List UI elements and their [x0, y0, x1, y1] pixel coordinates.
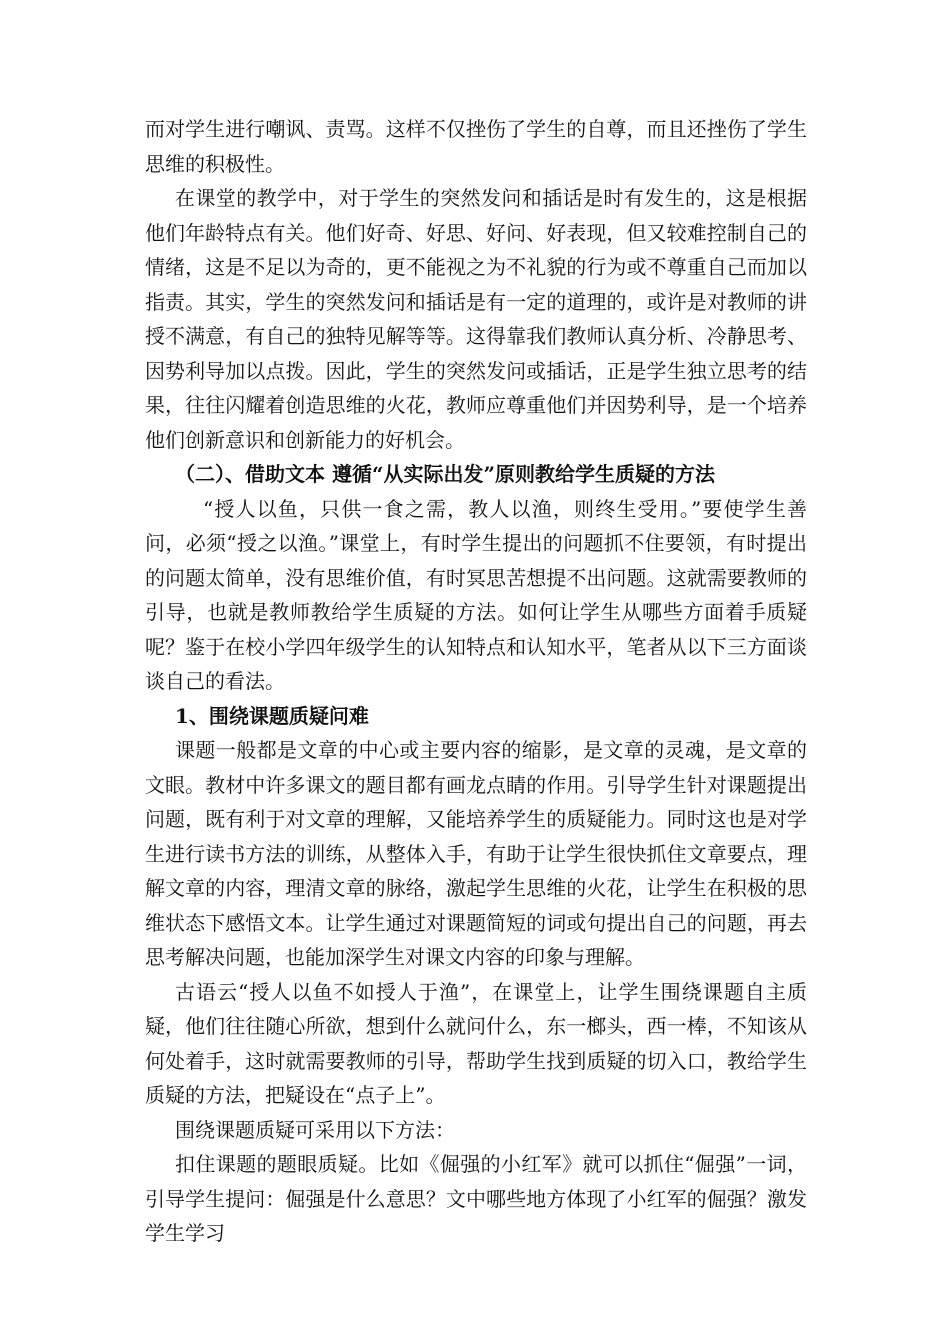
paragraph-2: 在课堂的教学中，对于学生的突然发问和插话是时有发生的，这是根据他们年龄特点有关。他们好奇、好思、好问、好表现，但又较难控制自己的情绪，这是不足以为奇的，更不能视之为不礼貌的行为或不尊重自己而加以指责。其实，学生的突然发问和插话是有一定的道理的，或许是对教师的讲授不满意，有自己的独特见解等等。这得靠我们教师认真分析、冷静思考、因势利导加以点拨。因此，学生的突然发问或插话，正是学生独立思考的结果，往往闪耀着创造思维的火花，教师应尊重他们并因势利导，是一个培养他们创新意识和创新能力的好机会。	[145, 186, 807, 452]
document-page	[145, 112, 807, 1251]
subsection-heading-1: 1、围绕课题质疑问难	[175, 703, 369, 728]
paragraph-7: 扣住课题的题眼质疑。比如《倔强的小红军》就可以抓住“倔强”一词，引导学生提问：倔强是什么意思？文中哪些地方体现了小红军的倔强？激发学生学习	[145, 1152, 807, 1245]
paragraph-3: “授人以鱼，只供一食之需，教人以渔，则终生受用。”要使学生善问，必须“授之以渔。”课堂上，有时学生提出的问题抓不住要领，有时提出的问题太简单，没有思维价值，有时冥思苦想提不出问题。这就需要教师的引导，也就是教师教给学生质疑的方法。如何让学生从哪些方面着手质疑呢？鉴于在校小学四年级学生的认知特点和认知水平，笔者从以下三方面谈谈自己的看法。	[145, 496, 807, 693]
paragraph-6: 围绕课题质疑可采用以下方法：	[175, 1117, 455, 1142]
paragraph-4: 课题一般都是文章的中心或主要内容的缩影，是文章的灵魂，是文章的文眼。教材中许多课文的题目都有画龙点睛的作用。引导学生针对课题提出问题，既有利于对文章的理解，又能培养学生的质疑能力。同时这也是对学生进行读书方法的训练，从整体入手，有助于让学生很快抓住文章要点，理解文章的内容，理清文章的脉络，激起学生思维的火花，让学生在积极的思维状态下感悟文本。让学生通过对课题简短的词或句提出自己的问题，再去思考解决问题，也能加深学生对课文内容的印象与理解。	[145, 738, 807, 969]
section-heading-2: （二）、借助文本 遵循“从实际出发”原则教给学生质疑的方法	[175, 462, 715, 486]
paragraph-1: 而对学生进行嘲讽、责骂。这样不仅挫伤了学生的自尊，而且还挫伤了学生思维的积极性。	[145, 117, 807, 176]
paragraph-5: 古语云“授人以鱼不如授人于渔”，在课堂上，让学生围绕课题自主质疑，他们往往随心所欲，想到什么就问什么，东一榔头，西一棒，不知该从何处着手，这时就需要教师的引导，帮助学生找到质疑的切入口，教给学生质疑的方法，把疑设在“点子上”。	[145, 979, 807, 1107]
